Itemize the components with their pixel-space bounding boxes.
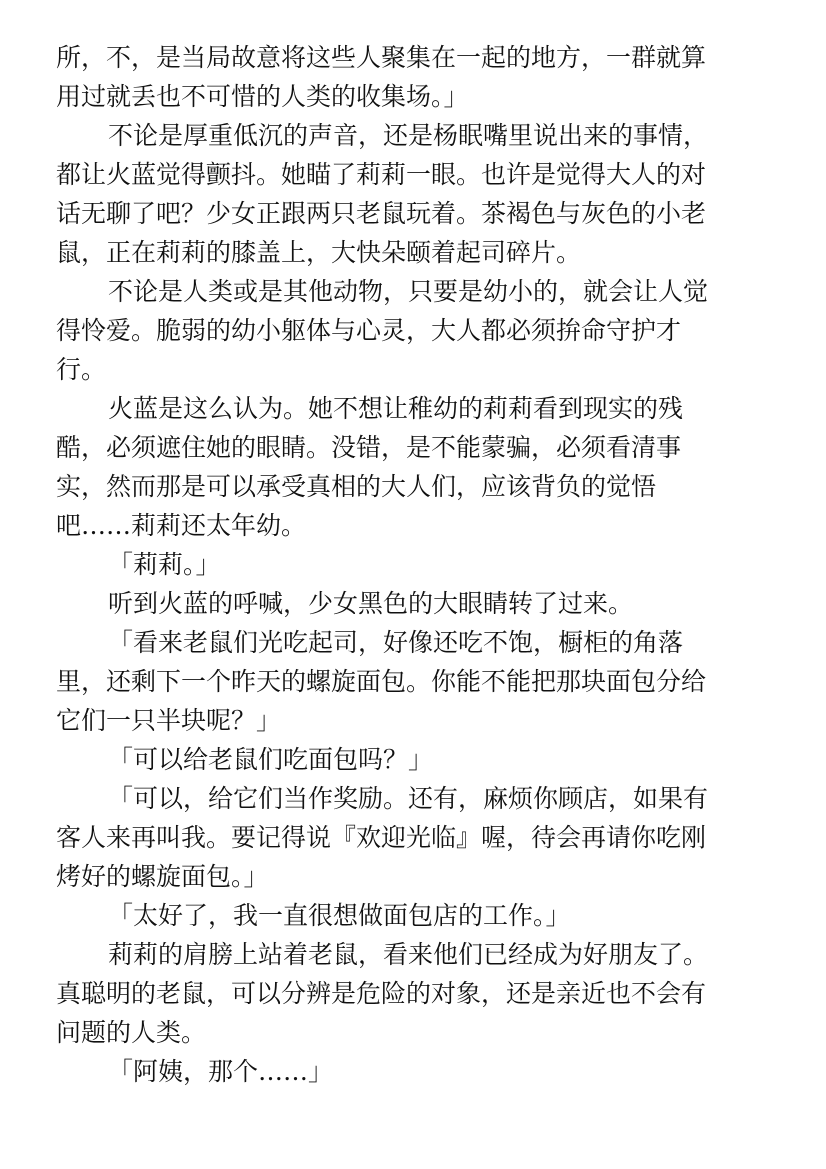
- text-line: 实，然而那是可以承受真相的大人们，应该背负的觉悟: [56, 472, 657, 501]
- text-line: 用过就丢也不可惜的人类的收集场。」: [56, 82, 469, 111]
- text-line: 「可以给老鼠们吃面包吗？」: [108, 745, 434, 774]
- text-line: 「莉莉。」: [108, 550, 221, 579]
- text-line: 不论是人类或是其他动物，只要是幼小的，就会让人觉: [108, 277, 709, 306]
- text-line: 烤好的螺旋面包。」: [56, 862, 269, 891]
- text-line: 问题的人类。: [56, 1018, 207, 1047]
- document-page: [56, 38, 756, 1091]
- text-line: 「太好了，我一直很想做面包店的工作。」: [108, 901, 571, 930]
- text-line: 吧……莉莉还太年幼。: [56, 511, 307, 540]
- text-line: 得怜爱。脆弱的幼小躯体与心灵，大人都必须拚命守护才: [56, 316, 682, 345]
- text-line: 都让火蓝觉得颤抖。她瞄了莉莉一眼。也许是觉得大人的对: [56, 160, 707, 189]
- text-line: 鼠，正在莉莉的膝盖上，大快朵颐着起司碎片。: [56, 238, 582, 267]
- text-line: 里，还剩下一个昨天的螺旋面包。你能不能把那块面包分给: [56, 667, 707, 696]
- text-line: 它们一只半块呢？」: [56, 706, 282, 735]
- text-line: 酷，必须遮住她的眼睛。没错，是不能蒙骗，必须看清事: [56, 433, 682, 462]
- text-line: 客人来再叫我。要记得说『欢迎光临』喔，待会再请你吃刚: [56, 823, 707, 852]
- text-line: 行。: [56, 355, 107, 384]
- text-line: 话无聊了吧？少女正跟两只老鼠玩着。茶褐色与灰色的小老: [56, 199, 707, 228]
- text-line: 所，不，是当局故意将这些人聚集在一起的地方，一群就算: [56, 43, 707, 72]
- text-line: 火蓝是这么认为。她不想让稚幼的莉莉看到现实的残: [108, 394, 684, 423]
- text-line: 真聪明的老鼠，可以分辨是危险的对象，还是亲近也不会有: [56, 979, 707, 1008]
- text-line: 「阿姨，那个……」: [108, 1057, 334, 1086]
- text-line: 莉莉的肩膀上站着老鼠，看来他们已经成为好朋友了。: [108, 940, 709, 969]
- text-line: 不论是厚重低沉的声音，还是杨眠嘴里说出来的事情，: [108, 121, 709, 150]
- text-line: 「可以，给它们当作奖励。还有，麻烦你顾店，如果有: [108, 784, 709, 813]
- text-line: 听到火蓝的呼喊，少女黑色的大眼睛转了过来。: [108, 589, 634, 618]
- text-line: 「看来老鼠们光吃起司，好像还吃不饱，橱柜的角落: [108, 628, 684, 657]
